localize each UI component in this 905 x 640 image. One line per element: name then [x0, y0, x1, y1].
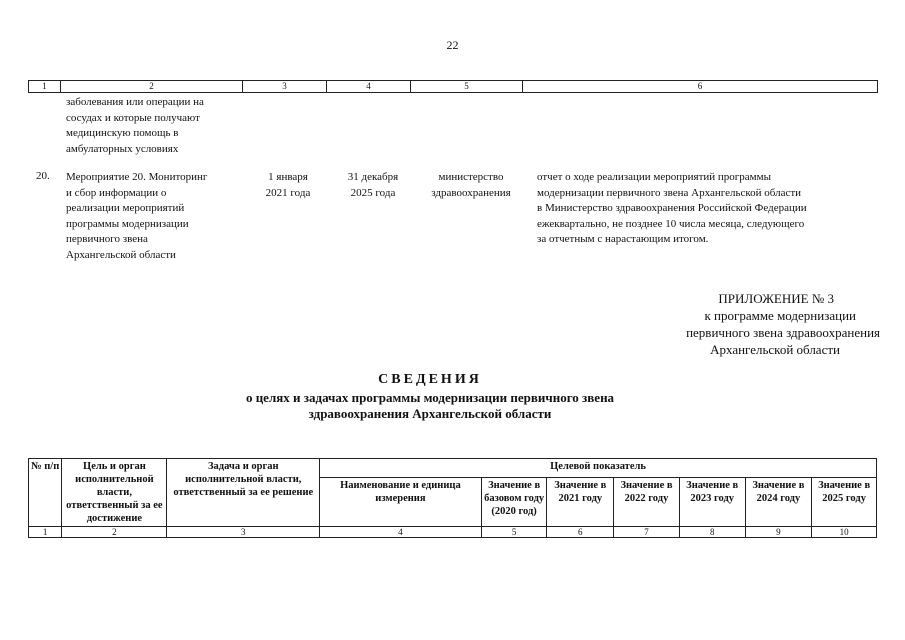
row-20-result: отчет о ходе реализации мероприятий программы модернизации первичного звена Архангельской области в Министерство здравоохранения Российской Федерации ежеквартально, не позднее 10 числа месяца, следующего за отчетным с нарастающим итогом. [537, 171, 807, 245]
column-number-row [29, 527, 877, 538]
header-value-2022: Значение в 2022 году [614, 477, 680, 526]
col-number-5: 5 [481, 527, 547, 538]
top-col-num-3: 3 [243, 81, 327, 93]
continued-cell-text: заболевания или операции на сосудах и которые получают медицинскую помощь в амбулаторных условиях [66, 96, 204, 155]
top-col-num-6: 6 [523, 81, 878, 93]
header-goal: Цель и орган исполнительной власти, ответственный за ее достижение [62, 459, 167, 527]
top-col-num-5: 5 [411, 81, 523, 93]
top-col-num-2: 2 [61, 81, 243, 93]
row-20-end-date: 31 декабря 2025 года [347, 171, 399, 199]
document-subtitle-2: здравоохранения Архангельской области [308, 406, 552, 421]
document-subtitle-1: о целях и задачах программы модернизации первичного звена [245, 390, 615, 405]
row-20-start-date: 1 января 2021 года [265, 171, 311, 199]
col-number-6: 6 [547, 527, 614, 538]
header-value-2025: Значение в 2025 году [812, 477, 877, 526]
appendix-heading [560, 290, 880, 358]
appendix-title: ПРИЛОЖЕНИЕ № 3 [718, 291, 834, 306]
appendix-line-2: к программе модернизации [704, 308, 856, 323]
row-20-responsible: министерство здравоохранения [431, 171, 511, 199]
header-indicator-name: Наименование и единица измерения [320, 477, 482, 526]
header-value-2021: Значение в 2021 году [547, 477, 614, 526]
col-number-1: 1 [29, 527, 62, 538]
header-base-value: Значение в базовом году (2020 год) [481, 477, 547, 526]
top-col-num-1: 1 [29, 81, 61, 93]
col-number-2: 2 [62, 527, 167, 538]
col-number-7: 7 [614, 527, 680, 538]
col-number-10: 10 [812, 527, 877, 538]
col-number-3: 3 [167, 527, 320, 538]
appendix-line-3: первичного звена здравоохранения [686, 325, 880, 340]
header-task: Задача и орган исполнительной власти, ответственный за ее решение [167, 459, 320, 527]
appendix-line-4: Архангельской области [710, 342, 840, 357]
col-number-4: 4 [320, 527, 482, 538]
col-number-8: 8 [679, 527, 745, 538]
goals-table [28, 458, 877, 538]
top-table-header [28, 80, 878, 93]
header-num: № п/п [29, 459, 62, 527]
header-indicator: Целевой показатель [320, 459, 877, 478]
top-col-num-4: 4 [327, 81, 411, 93]
header-value-2023: Значение в 2023 году [679, 477, 745, 526]
page-number: 22 [446, 38, 459, 52]
row-20-number: 20. [36, 170, 50, 182]
header-value-2024: Значение в 2024 году [745, 477, 812, 526]
document-title: СВЕДЕНИЯ [378, 372, 482, 387]
col-number-9: 9 [745, 527, 812, 538]
row-20-activity: Мероприятие 20. Мониторинг и сбор информации о реализации мероприятий программы модернизации первичного звена Архангельской области [66, 171, 208, 261]
